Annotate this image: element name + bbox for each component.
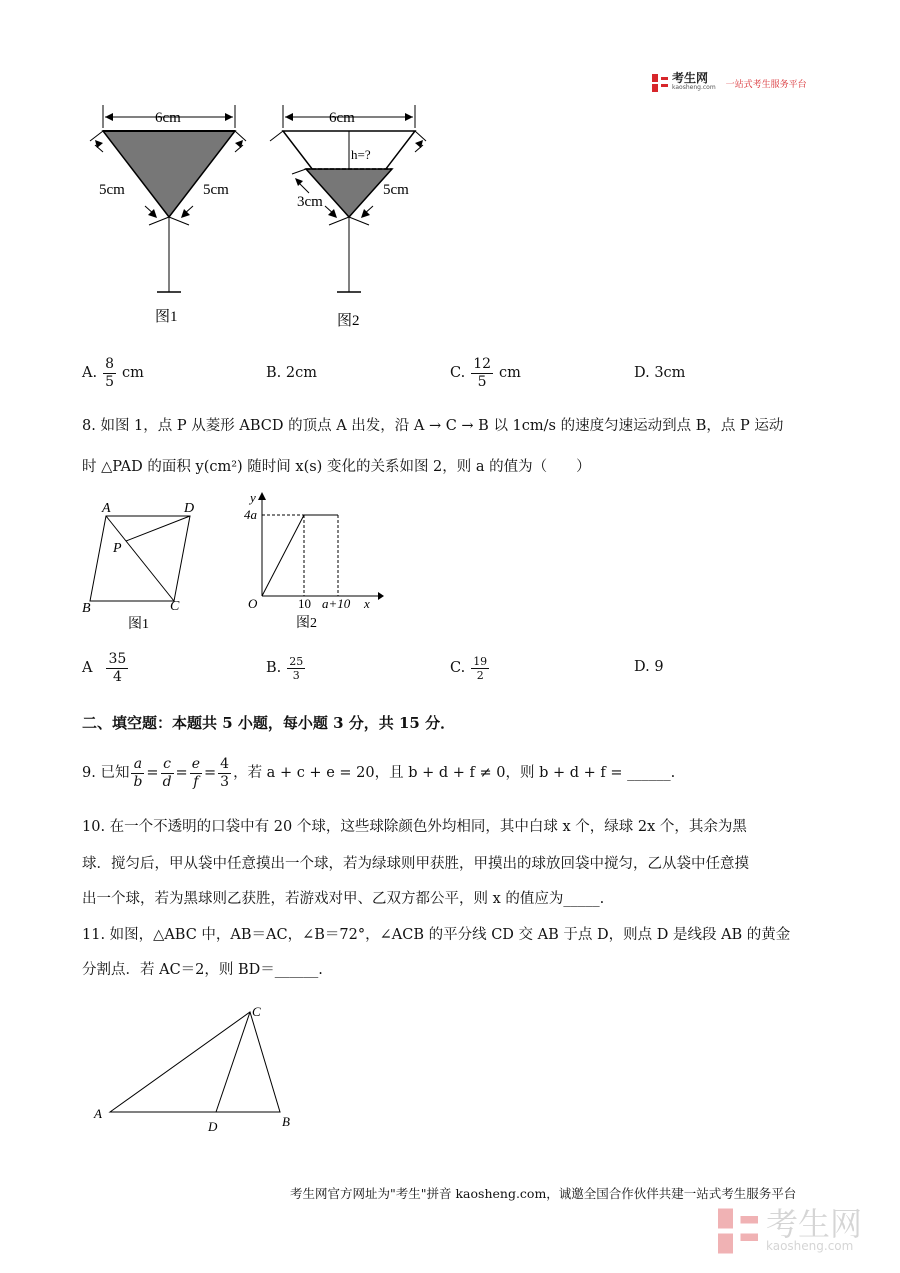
svg-text:y: y	[250, 490, 256, 505]
svg-text:4a: 4a	[244, 507, 257, 522]
svg-text:P: P	[113, 541, 122, 556]
fig2-right-label: 5cm	[383, 182, 409, 198]
fig1-left-label: 5cm	[99, 182, 125, 198]
q10-line3: 出一个球，若为黑球则乙获胜，若游戏对甲、乙双方都公平，则 x 的值应为_____.	[82, 891, 605, 907]
brand-slogan: 一站式考生服务平台	[725, 79, 807, 90]
q8-figure-1	[78, 498, 208, 638]
q8-option-d[interactable]: D. 9	[634, 659, 664, 675]
fig2-left-label: 3cm	[297, 194, 323, 210]
fig1-right-label: 5cm	[203, 182, 229, 198]
svg-text:10: 10	[298, 596, 311, 611]
q9-stem: 9. 已知 $\frac{a}{b}$ = $\frac{c}{d}$ = $\frac{e}{f}$ = $\frac{4}{3}$ ，若 a + c + e = 20，且 b + d + f ≠ 0，则 b + d + f = ______.	[82, 755, 676, 790]
q7-option-d[interactable]: D. 3cm	[634, 365, 686, 381]
q8-stem-line2: 时 △PAD 的面积 y(cm²) 随时间 x(s) 变化的关系如图 2，则 a 的值为（ ）	[82, 459, 591, 475]
fig2-caption: 图2	[337, 313, 360, 329]
q10-line2: 球．搅匀后，甲从袋中任意摸出一个球，若为绿球则甲获胜，甲摸出的球放回袋中搅匀，乙从袋中任意摸	[82, 856, 749, 872]
q11-line1: 11. 如图，△ABC 中，AB＝AC，∠B＝72°，∠ACB 的平分线 CD 交 AB 于点 D，则点 D 是线段 AB 的黄金	[82, 927, 791, 943]
logo-mark-icon	[652, 74, 668, 92]
svg-text:图2: 图2	[296, 616, 317, 631]
q11-line2: 分割点．若 AC＝2，则 BD＝______.	[82, 962, 323, 978]
q7-figure-1	[85, 100, 260, 335]
q10-line1: 10. 在一个不透明的口袋中有 20 个球，这些球除颜色外均相同，其中白球 x 个，绿球 2x 个，其余为黑	[82, 819, 747, 835]
svg-text:A: A	[94, 1106, 102, 1121]
svg-text:a+10: a+10	[322, 596, 351, 611]
fig1-top-label: 6cm	[155, 110, 181, 126]
q8-option-a[interactable]: A $\frac{35}{4}$	[82, 650, 127, 685]
fig2-h-label: h=?	[351, 147, 371, 162]
q7-figure-2	[265, 100, 450, 340]
q7-option-c[interactable]: C. $\frac{12}{5}$ cm	[450, 355, 521, 390]
q8-figure-2	[240, 488, 390, 636]
brand-name: 考生网	[672, 71, 709, 85]
svg-text:D: D	[184, 501, 195, 516]
watermark-logo-icon	[718, 1208, 758, 1254]
q8-option-b[interactable]: B. $\frac{25}{3}$	[266, 654, 304, 682]
svg-text:A: A	[102, 501, 111, 516]
svg-text:C: C	[252, 1004, 261, 1019]
q7-option-b[interactable]: B. 2cm	[266, 365, 317, 381]
footer-text: 考生网官方网址为"考生"拼音 kaosheng.com，诚邀全国合作伙伴共建一站式考生服务平台	[290, 1186, 797, 1201]
q7-option-a[interactable]: A. $\frac{8}{5}$ cm	[82, 355, 144, 390]
q8-option-c[interactable]: C. $\frac{19}{2}$	[450, 654, 488, 682]
svg-text:D: D	[208, 1119, 218, 1134]
svg-text:图1: 图1	[128, 617, 149, 632]
watermark: 考生网 kaosheng.com	[718, 1208, 862, 1254]
svg-text:x: x	[364, 596, 370, 611]
q11-figure	[90, 998, 310, 1138]
header-logo[interactable]	[652, 72, 807, 94]
section2-heading: 二、填空题：本题共 5 小题，每小题 3 分，共 15 分．	[82, 714, 456, 732]
q8-stem-line1: 8. 如图 1，点 P 从菱形 ABCD 的顶点 A 出发，沿 A → C → B 以 1cm/s 的速度匀速运动到点 B，点 P 运动	[82, 418, 784, 434]
svg-text:B: B	[82, 601, 91, 616]
svg-text:C: C	[170, 599, 180, 614]
svg-text:O: O	[248, 596, 258, 611]
fig1-caption: 图1	[155, 309, 178, 325]
svg-text:B: B	[282, 1114, 290, 1129]
brand-domain: kaosheng.com	[672, 84, 716, 91]
fig2-top-label: 6cm	[329, 110, 355, 126]
